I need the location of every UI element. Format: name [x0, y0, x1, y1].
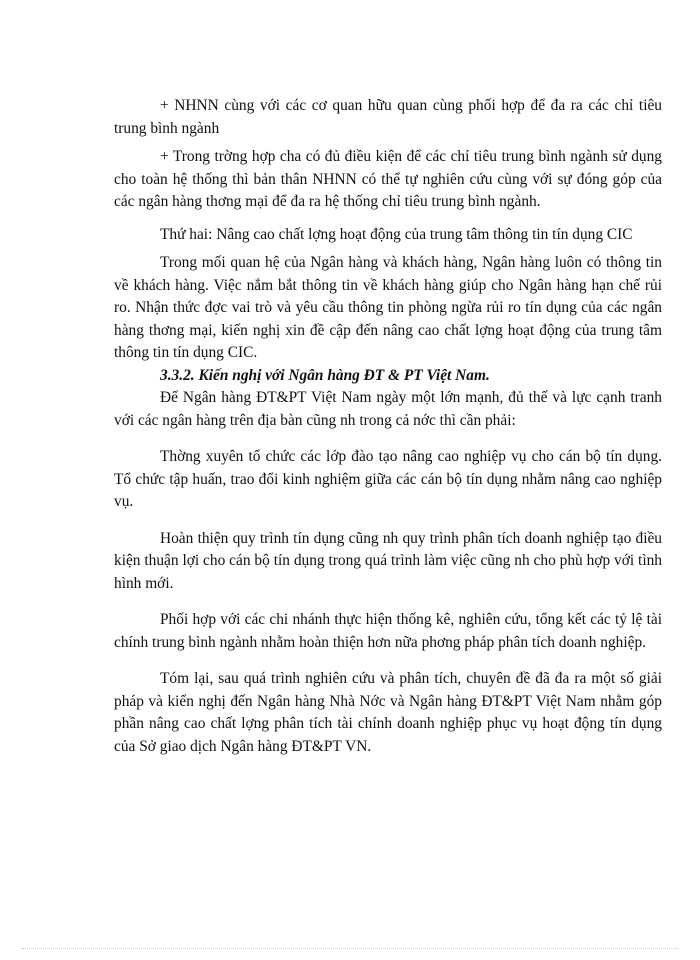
document-body: [114, 95, 662, 758]
page-bottom-divider: [22, 948, 678, 949]
paragraph-conclusion: Tóm lại, sau quá trình nghiên cứu và phân tích, chuyên đề đã đa ra một số giải pháp và kiến nghị đến Ngân hàng Nhà Nớc và Ngân hàng ĐT&PT Việt Nam nhằm góp phần nâng cao chất lợng phân tích tài chính doanh nghiệp phục vụ hoạt động tín dụng của Sở giao dịch Ngân hàng ĐT&PT VN.: [114, 670, 662, 755]
section-heading-3-3-2: 3.3.2. Kiến nghị với Ngân hàng ĐT & PT Việt Nam.: [160, 366, 490, 384]
paragraph-cic-relationship: Trong mối quan hệ của Ngân hàng và khách hàng, Ngân hàng luôn có thông tin về khách hàng. Việc nắm bắt thông tin về khách hàng giúp cho Ngân hàng hạn chế rủi ro. Nhận thức đợc vai trò và yêu cầu thông tin phòng ngừa rủi ro tín dụng của các ngân hàng thơng mại, kiến nghị xin đề cập đến nâng cao chất lợng hoạt động của trung tâm thông tin tín dụng CIC.: [114, 254, 662, 361]
paragraph-training: Thờng xuyên tổ chức các lớp đào tạo nâng cao nghiệp vụ cho cán bộ tín dụng. Tổ chức tập huấn, trao đổi kinh nghiệm giữa các cán bộ tín dụng nhằm nâng cao nghiệp vụ.: [114, 448, 662, 510]
paragraph-branch-statistics: Phối hợp với các chi nhánh thực hiện thống kê, nghiên cứu, tổng kết các tỷ lệ tài chính trung bình ngành nhằm hoàn thiện hơn nữa phơng pháp phân tích doanh nghiệp.: [114, 611, 662, 651]
paragraph-bidv-requirements: Để Ngân hàng ĐT&PT Việt Nam ngày một lớn mạnh, đủ thế và lực cạnh tranh với các ngân hàng trên địa bàn cũng nh trong cả nớc thì cần phải:: [114, 389, 662, 429]
paragraph-credit-process: Hoàn thiện quy trình tín dụng cũng nh quy trình phân tích doanh nghiệp tạo điều kiện thuận lợi cho cán bộ tín dụng trong quá trình làm việc cũng nh cho phù hợp với tình hình mới.: [114, 529, 662, 592]
paragraph-nhnn-self-research: + Trong trờng hợp cha có đủ điều kiện để các chỉ tiêu trung bình ngành sử dụng cho toàn hệ thống thì bản thân NHNN có thể tự nghiên cứu cùng với sự đóng góp của các ngân hàng thơng mại để đa ra hệ thống chỉ tiêu trung bình ngành.: [114, 148, 662, 210]
paragraph-nhnn-coordination: + NHNN cùng với các cơ quan hữu quan cùng phối hợp để đa ra các chỉ tiêu trung bình ngành: [114, 97, 662, 137]
paragraph-second-point-cic: Thứ hai: Nâng cao chất lợng hoạt động của trung tâm thông tin tín dụng CIC: [160, 225, 633, 243]
